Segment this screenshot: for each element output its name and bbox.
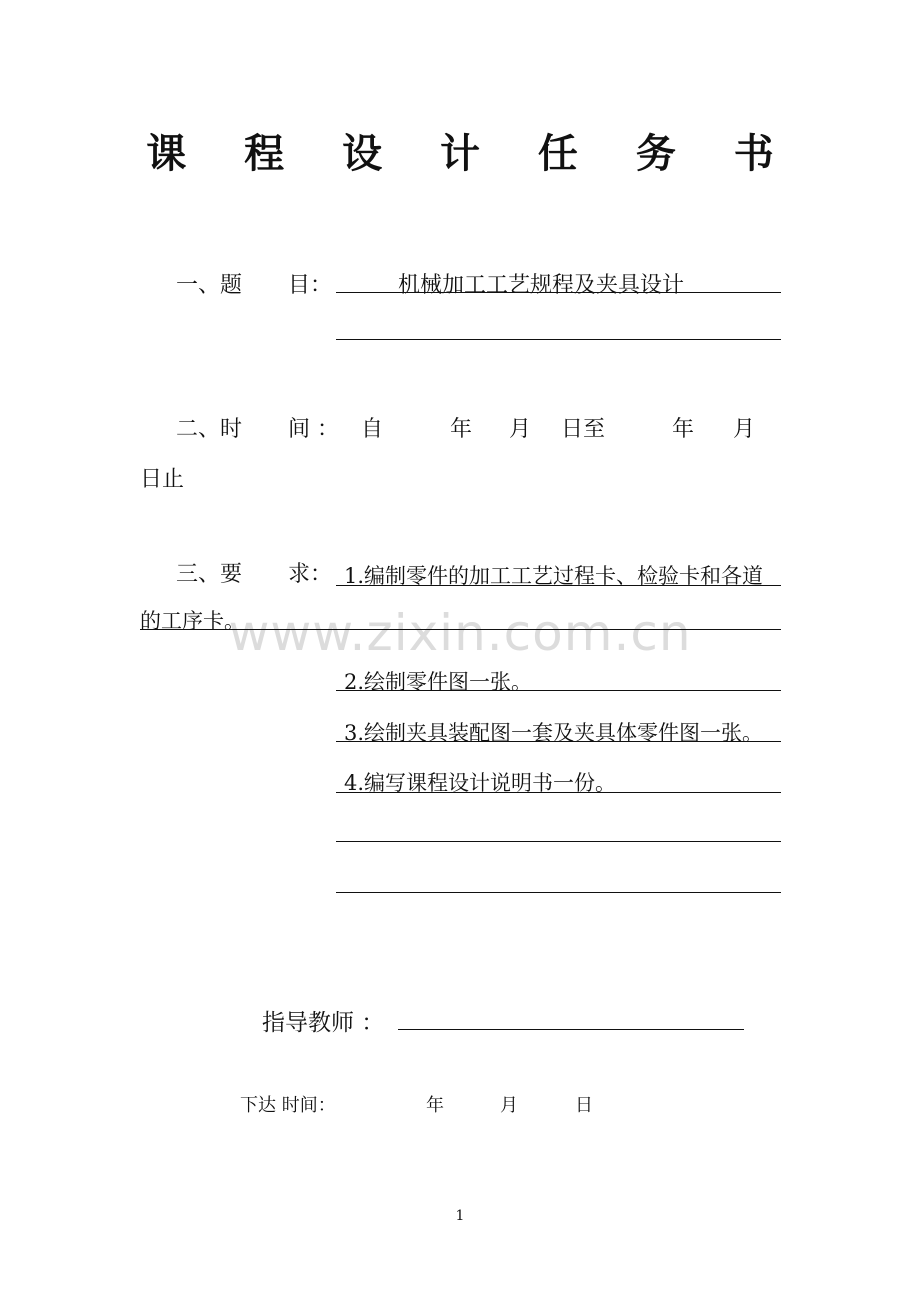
requirement-underline-1 xyxy=(336,585,781,586)
time-year-2: 年 xyxy=(672,417,695,442)
requirement-underline-3 xyxy=(336,690,781,691)
requirements-label-number: 三、要 xyxy=(176,562,243,587)
time-day-end: 日止 xyxy=(140,467,185,492)
document-title: 课 程 设 计 任 务 书 xyxy=(146,130,796,177)
instructor-label: 指导教师 ： xyxy=(262,1010,385,1036)
page-number: 1 xyxy=(455,1208,465,1224)
time-month-1: 月 xyxy=(509,417,532,442)
topic-value: 机械加工工艺规程及夹具设计 xyxy=(398,273,685,298)
time-label-number: 二、时 xyxy=(176,417,243,442)
time-day-to: 日至 xyxy=(561,417,606,442)
requirement-underline-4 xyxy=(336,741,781,742)
requirement-item-1b: 的工序卡。 xyxy=(140,609,245,633)
issue-day: 日 xyxy=(575,1095,593,1116)
topic-label-end: 目： xyxy=(288,273,333,298)
instructor-signature-line xyxy=(398,1029,744,1030)
requirement-underline-7 xyxy=(336,892,781,893)
requirement-item-1a: 1.编制零件的加工工艺过程卡、检验卡和各道 xyxy=(344,564,764,588)
time-year-1: 年 xyxy=(450,417,473,442)
time-month-2: 月 xyxy=(733,417,756,442)
requirement-underline-5 xyxy=(336,792,781,793)
time-from: 自 xyxy=(361,417,384,442)
topic-underline-1 xyxy=(336,292,781,293)
requirement-item-2: 2.绘制零件图一张。 xyxy=(344,670,533,694)
requirement-item-3: 3.绘制夹具装配图一套及夹具体零件图一张。 xyxy=(344,721,764,745)
topic-label-number: 一、题 xyxy=(176,273,243,298)
requirement-underline-6 xyxy=(336,841,781,842)
issue-month: 月 xyxy=(500,1095,518,1116)
time-label-end: 间 ： xyxy=(288,417,339,442)
requirements-label-end: 求： xyxy=(288,562,333,587)
topic-underline-2 xyxy=(336,339,781,340)
issue-year: 年 xyxy=(426,1095,444,1116)
requirement-item-4: 4.编写课程设计说明书一份。 xyxy=(344,771,617,795)
issue-time-label: 下达 时间： xyxy=(240,1095,336,1116)
requirement-underline-2 xyxy=(140,629,781,630)
watermark: www.zixin.com.cn xyxy=(228,604,692,662)
